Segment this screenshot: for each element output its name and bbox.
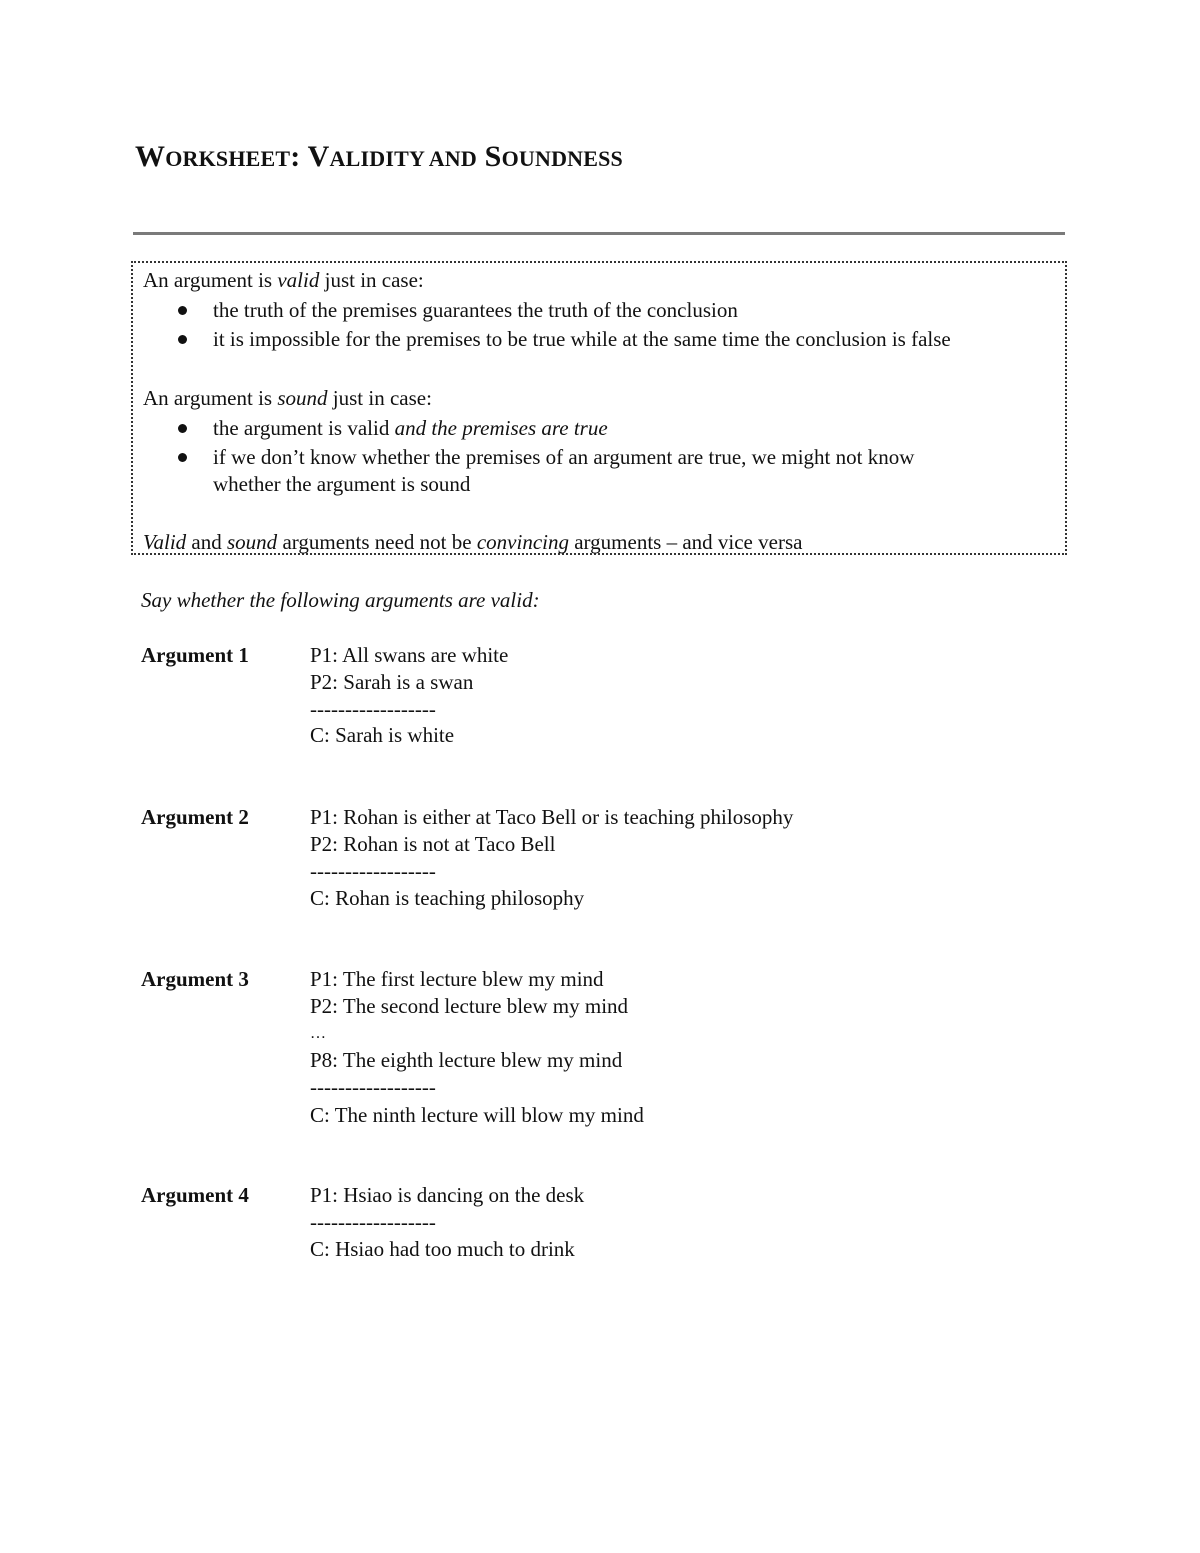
bullet-icon (178, 424, 187, 433)
argument-conclusion: C: The ninth lecture will blow my mind (310, 1103, 644, 1127)
argument-separator: ------------------ (310, 859, 436, 883)
argument-ellipsis: … (310, 1025, 326, 1042)
title-divider (133, 232, 1065, 235)
page-title (135, 140, 623, 174)
bullet-icon (178, 335, 187, 344)
title-initial: W (135, 140, 166, 173)
bullet-icon (178, 306, 187, 315)
title-smallcaps: ORKSHEET (165, 146, 291, 171)
argument-premise: P2: Rohan is not at Taco Bell (310, 832, 556, 856)
title-initial: S (476, 140, 502, 173)
note-text: and (186, 530, 227, 554)
valid-term: valid (277, 268, 320, 292)
valid-bullet: the truth of the premises guarantees the truth of the conclusion (213, 298, 738, 322)
argument-premise: P1: The first lecture blew my mind (310, 967, 604, 991)
definitions-note (143, 528, 802, 556)
title-initial: : V (290, 140, 330, 173)
argument-conclusion: C: Rohan is teaching philosophy (310, 886, 585, 910)
title-smallcaps: OUNDNESS (501, 146, 623, 171)
bullet-icon (178, 453, 187, 462)
argument-label: Argument 1 (141, 643, 249, 667)
valid-intro-text: An argument is (143, 268, 278, 292)
sound-term: sound (277, 386, 328, 410)
sound-intro (143, 384, 432, 412)
sound-bullet-text: the argument is valid (213, 416, 395, 440)
argument-separator: ------------------ (310, 697, 436, 721)
argument-premise: P2: The second lecture blew my mind (310, 994, 629, 1018)
valid-intro (143, 266, 424, 294)
argument-label: Argument 2 (141, 805, 249, 829)
instruction-text: Say whether the following arguments are valid: (141, 588, 540, 612)
note-text: arguments need not be (277, 530, 477, 554)
argument-separator: ------------------ (310, 1210, 436, 1234)
argument-separator: ------------------ (310, 1075, 436, 1099)
valid-intro-text: just in case: (319, 268, 424, 292)
sound-intro-text: just in case: (327, 386, 432, 410)
note-text: arguments – and vice versa (568, 530, 803, 554)
sound-bullet (213, 414, 608, 442)
sound-intro-text: An argument is (143, 386, 278, 410)
valid-bullet: it is impossible for the premises to be true while at the same time the conclusion is false (213, 327, 951, 351)
note-emphasis: Valid (143, 530, 187, 554)
argument-label: Argument 4 (141, 1183, 249, 1207)
argument-premise: P1: Hsiao is dancing on the desk (310, 1183, 585, 1207)
argument-premise: P8: The eighth lecture blew my mind (310, 1048, 623, 1072)
argument-premise: P1: All swans are white (310, 643, 509, 667)
argument-conclusion: C: Sarah is white (310, 723, 455, 747)
instruction (141, 586, 540, 614)
note-emphasis: convincing (476, 530, 569, 554)
argument-premise: P2: Sarah is a swan (310, 670, 474, 694)
sound-bullet: if we don’t know whether the premises of an argument are true, we might not know (213, 445, 915, 469)
argument-premise: P1: Rohan is either at Taco Bell or is teaching philosophy (310, 805, 794, 829)
sound-bullet-continuation: whether the argument is sound (213, 472, 471, 496)
argument-label: Argument 3 (141, 967, 249, 991)
title-smallcaps: ALIDITY AND (329, 146, 477, 171)
argument-conclusion: C: Hsiao had too much to drink (310, 1237, 575, 1261)
note-emphasis: sound (227, 530, 278, 554)
sound-bullet-emphasis: and the premises are true (394, 416, 608, 440)
